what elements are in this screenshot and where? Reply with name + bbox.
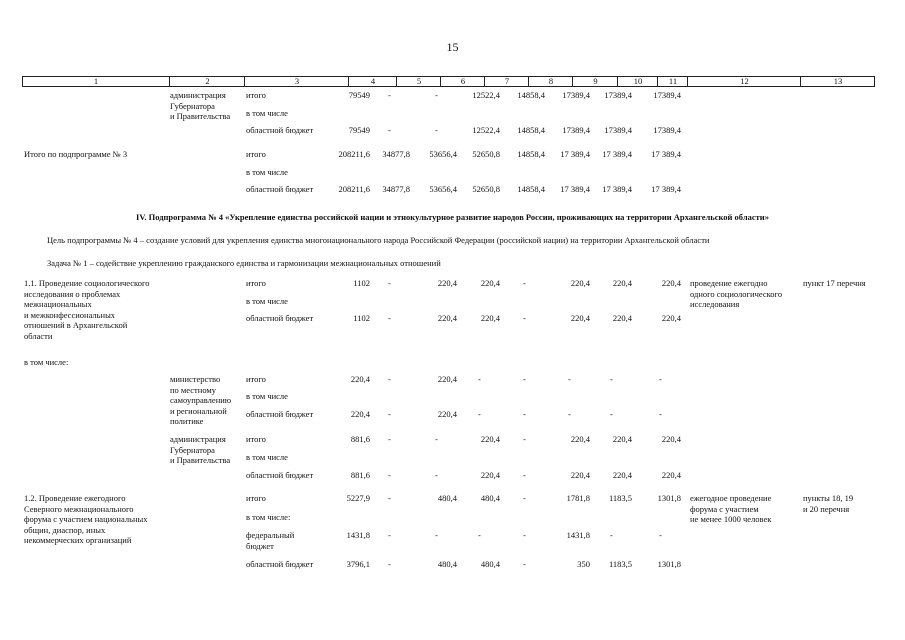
col-header: 11 xyxy=(657,77,688,86)
value-cell: 79549 xyxy=(348,90,370,100)
value-cell: - xyxy=(435,90,438,100)
source-cell: областной бюджет xyxy=(246,409,314,419)
value-cell: 220,4 xyxy=(350,409,370,419)
value-cell: 1431,8 xyxy=(346,530,370,540)
value-cell: 17389,4 xyxy=(562,125,590,135)
value-cell: 17 389,4 xyxy=(651,184,681,194)
value-cell: - xyxy=(568,409,571,419)
value-cell: 350 xyxy=(577,559,590,569)
value-cell: - xyxy=(523,470,526,480)
value-cell: 34877,8 xyxy=(382,149,410,159)
executor-cell: администрация Губернатора и Правительства xyxy=(170,434,231,465)
value-cell: 5227,9 xyxy=(346,493,370,503)
goal-text: Цель подпрограммы № 4 – создание условий для укрепления единства многонационального народа Российской Федерации (российской нации) на территории Архангельской области xyxy=(47,235,710,245)
value-cell: 34877,8 xyxy=(382,184,410,194)
value-cell: 220,4 xyxy=(612,313,632,323)
value-cell: 220,4 xyxy=(480,470,500,480)
value-cell: - xyxy=(388,493,391,503)
value-cell: 1301,8 xyxy=(657,559,681,569)
value-cell: 220,4 xyxy=(437,278,457,288)
col-header: 1 xyxy=(93,76,99,86)
value-cell: 220,4 xyxy=(437,313,457,323)
source-cell: итого xyxy=(246,493,266,503)
value-cell: 220,4 xyxy=(570,434,590,444)
value-cell: - xyxy=(610,409,613,419)
value-cell: 3796,1 xyxy=(346,559,370,569)
value-cell: 17 389,4 xyxy=(560,149,590,159)
table-header xyxy=(22,76,875,87)
value-cell: 17389,4 xyxy=(604,125,632,135)
value-cell: 12522,4 xyxy=(472,90,500,100)
value-cell: - xyxy=(523,530,526,540)
value-cell: 208211,6 xyxy=(338,149,370,159)
task-text: Задача № 1 – содействие укреплению гражданского единства и гармонизации межнациональных отношений xyxy=(47,258,441,268)
section-title: IV. Подпрограмма № 4 «Укрепление единства российской нации и этнокультурное развитие народов России, проживающих на территории Архангельской области» xyxy=(136,212,769,222)
source-cell: областной бюджет xyxy=(246,559,314,569)
value-cell: - xyxy=(523,559,526,569)
value-cell: 220,4 xyxy=(480,434,500,444)
source-cell: итого xyxy=(246,90,266,100)
value-cell: 1183,5 xyxy=(608,559,632,569)
source-cell: итого xyxy=(246,149,266,159)
value-cell: 220,4 xyxy=(570,470,590,480)
value-cell: 17 389,4 xyxy=(602,149,632,159)
value-cell: - xyxy=(435,125,438,135)
value-cell: - xyxy=(435,530,438,540)
reference-cell: пункты 18, 19 и 20 перечня xyxy=(803,493,854,514)
value-cell: - xyxy=(388,374,391,384)
value-cell: 220,4 xyxy=(661,313,681,323)
page-number: 15 xyxy=(446,40,459,54)
including-label: в том числе: xyxy=(24,357,69,367)
source-cell: федеральный бюджет xyxy=(246,530,295,551)
value-cell: 220,4 xyxy=(661,434,681,444)
source-cell: областной бюджет xyxy=(246,184,314,194)
value-cell: 1431,8 xyxy=(566,530,590,540)
value-cell: - xyxy=(523,374,526,384)
value-cell: - xyxy=(388,530,391,540)
value-cell: - xyxy=(388,90,391,100)
value-cell: 17389,4 xyxy=(653,90,681,100)
row-name-cell: 1.1. Проведение социологического исследования о проблемах межнациональных и межконфессиональных отношений в Архангельской области xyxy=(24,278,150,341)
value-cell: - xyxy=(388,125,391,135)
value-cell: - xyxy=(523,434,526,444)
value-cell: - xyxy=(388,313,391,323)
value-cell: - xyxy=(388,409,391,419)
value-cell: - xyxy=(659,530,662,540)
value-cell: - xyxy=(388,434,391,444)
value-cell: 17389,4 xyxy=(653,125,681,135)
col-header: 12 xyxy=(687,77,801,86)
value-cell: 881,6 xyxy=(350,470,370,480)
source-cell: областной бюджет xyxy=(246,125,314,135)
col-header: 3 xyxy=(244,77,349,86)
value-cell: 53656,4 xyxy=(429,149,457,159)
col-header: 9 xyxy=(572,77,618,86)
value-cell: 1781,8 xyxy=(566,493,590,503)
value-cell: 220,4 xyxy=(570,313,590,323)
value-cell: 480,4 xyxy=(480,493,500,503)
value-cell: - xyxy=(478,374,481,384)
value-cell: - xyxy=(388,559,391,569)
value-cell: - xyxy=(610,530,613,540)
value-cell: 14858,4 xyxy=(517,125,545,135)
value-cell: 1183,5 xyxy=(608,493,632,503)
value-cell: - xyxy=(659,409,662,419)
value-cell: - xyxy=(523,278,526,288)
col-header: 13 xyxy=(800,77,875,86)
source-cell: в том числе xyxy=(246,391,288,401)
value-cell: - xyxy=(523,409,526,419)
value-cell: 12522,4 xyxy=(472,125,500,135)
value-cell: - xyxy=(478,530,481,540)
executor-cell: министерство по местному самоуправлению и региональной политике xyxy=(170,374,232,426)
value-cell: 220,4 xyxy=(612,434,632,444)
value-cell: 480,4 xyxy=(480,559,500,569)
value-cell: - xyxy=(435,434,438,444)
executor-cell: администрация Губернатора и Правительства xyxy=(170,90,231,121)
value-cell: 220,4 xyxy=(480,313,500,323)
source-cell: итого xyxy=(246,434,266,444)
value-cell: 220,4 xyxy=(661,470,681,480)
value-cell: 17389,4 xyxy=(562,90,590,100)
value-cell: 79549 xyxy=(348,125,370,135)
value-cell: - xyxy=(523,493,526,503)
source-cell: в том числе xyxy=(246,452,288,462)
value-cell: - xyxy=(435,470,438,480)
value-cell: 52650,8 xyxy=(472,184,500,194)
value-cell: 220,4 xyxy=(612,278,632,288)
value-cell: 17 389,4 xyxy=(560,184,590,194)
reference-cell: пункт 17 перечня xyxy=(803,278,866,288)
source-cell: в том числе xyxy=(246,167,288,177)
value-cell: - xyxy=(388,470,391,480)
value-cell: 14858,4 xyxy=(517,184,545,194)
value-cell: 220,4 xyxy=(570,278,590,288)
value-cell: 17 389,4 xyxy=(651,149,681,159)
col-header: 5 xyxy=(396,77,441,86)
col-header: 10 xyxy=(617,77,658,86)
value-cell: 220,4 xyxy=(612,470,632,480)
source-cell: областной бюджет xyxy=(246,470,314,480)
col-header: 8 xyxy=(528,77,573,86)
value-cell: - xyxy=(388,278,391,288)
value-cell: 220,4 xyxy=(437,374,457,384)
col-header: 7 xyxy=(484,77,529,86)
value-cell: 220,4 xyxy=(480,278,500,288)
value-cell: - xyxy=(568,374,571,384)
value-cell: - xyxy=(523,313,526,323)
value-cell: - xyxy=(610,374,613,384)
row-name-cell: 1.2. Проведение ежегодного Северного межнационального форума с участием национальных общин, диаспор, иных некоммерческих организаций xyxy=(24,493,148,545)
value-cell: - xyxy=(659,374,662,384)
source-cell: в том числе xyxy=(246,108,288,118)
value-cell: 17389,4 xyxy=(604,90,632,100)
result-cell: ежегодное проведение форума с участием не менее 1000 человек xyxy=(690,493,772,524)
value-cell: 52650,8 xyxy=(472,149,500,159)
value-cell: 480,4 xyxy=(437,493,457,503)
value-cell: 1301,8 xyxy=(657,493,681,503)
value-cell: 17 389,4 xyxy=(602,184,632,194)
value-cell: 1102 xyxy=(353,313,370,323)
source-cell: в том числе: xyxy=(246,512,291,522)
value-cell: 480,4 xyxy=(437,559,457,569)
value-cell: 208211,6 xyxy=(338,184,370,194)
value-cell: 14858,4 xyxy=(517,90,545,100)
source-cell: областной бюджет xyxy=(246,313,314,323)
source-cell: в том числе xyxy=(246,296,288,306)
source-cell: итого xyxy=(246,374,266,384)
value-cell: 220,4 xyxy=(350,374,370,384)
source-cell: итого xyxy=(246,278,266,288)
value-cell: 220,4 xyxy=(437,409,457,419)
value-cell: 1102 xyxy=(353,278,370,288)
value-cell: 53656,4 xyxy=(429,184,457,194)
col-header: 6 xyxy=(440,77,485,86)
row-name-cell: Итого по подпрограмме № 3 xyxy=(24,149,128,159)
col-header: 4 xyxy=(348,77,397,86)
value-cell: - xyxy=(478,409,481,419)
value-cell: 881,6 xyxy=(350,434,370,444)
col-header: 2 xyxy=(169,77,245,86)
value-cell: 14858,4 xyxy=(517,149,545,159)
value-cell: 220,4 xyxy=(661,278,681,288)
result-cell: проведение ежегодно одного социологического исследования xyxy=(690,278,783,309)
